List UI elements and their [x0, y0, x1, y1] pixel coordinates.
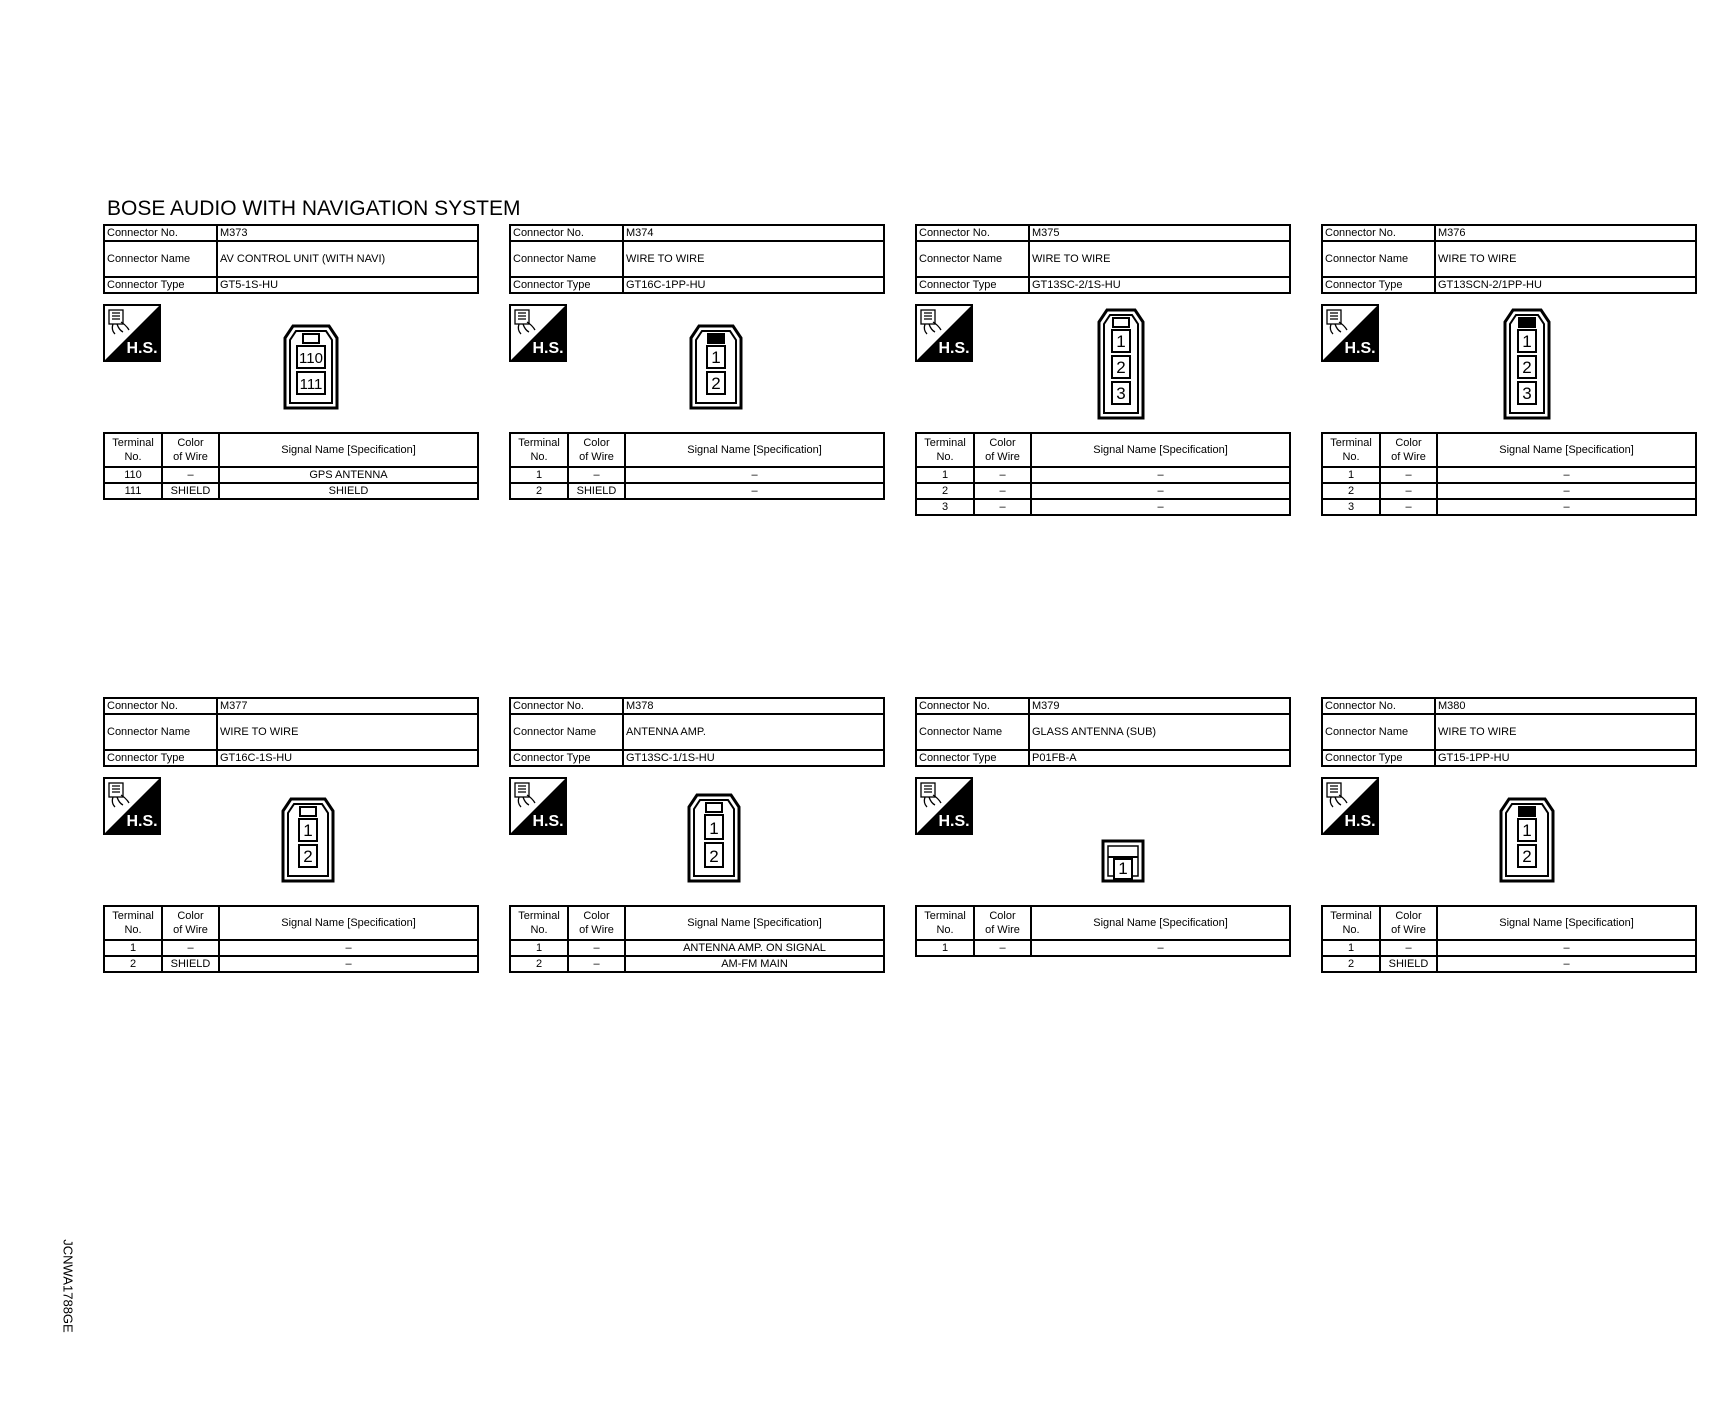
terminal-no-cell: 110: [104, 467, 162, 483]
pin-number: 2: [1522, 847, 1532, 866]
wire-color-cell: –: [974, 940, 1031, 956]
table-row: [1322, 956, 1696, 972]
connector-picture: [1321, 294, 1697, 432]
connector-name-label: Connector Name: [1322, 714, 1435, 750]
signal-name-header: Signal Name [Specification]: [1437, 433, 1696, 467]
connector-no-value: M380: [1435, 698, 1696, 714]
connector-block-m377: [103, 697, 479, 973]
wire-color-header: Color of Wire: [568, 433, 625, 467]
connector-no-label: Connector No.: [1322, 225, 1435, 241]
terminal-no-cell: 1: [510, 940, 568, 956]
pin-number: 3: [1522, 384, 1532, 403]
signal-name-cell: GPS ANTENNA: [219, 467, 478, 483]
connector-no-value: M373: [217, 225, 478, 241]
connector-type-label: Connector Type: [104, 750, 217, 766]
table-row: [510, 956, 884, 972]
connector-type-value: P01FB-A: [1029, 750, 1290, 766]
table-row: [104, 483, 478, 499]
connector-type-value: GT13SC-1/1S-HU: [623, 750, 884, 766]
table-row: [916, 940, 1290, 956]
connector-block-m380: [1321, 697, 1697, 973]
table-row: [1322, 467, 1696, 483]
connector-type-label: Connector Type: [510, 277, 623, 293]
terminal-no-header: Terminal No.: [510, 433, 568, 467]
connector-type-label: Connector Type: [916, 750, 1029, 766]
hs-label: H.S.: [532, 813, 564, 830]
connector-type-label: Connector Type: [916, 277, 1029, 293]
pin-number: 2: [1522, 358, 1532, 377]
table-row: [916, 483, 1290, 499]
signal-name-header: Signal Name [Specification]: [219, 433, 478, 467]
terminal-no-cell: 2: [1322, 483, 1380, 499]
connector-header-table: [915, 224, 1291, 294]
hs-label: H.S.: [938, 340, 970, 357]
signal-name-header: Signal Name [Specification]: [625, 906, 884, 940]
hs-label: H.S.: [938, 813, 970, 830]
terminal-table: [1321, 432, 1697, 516]
connector-name-value: AV CONTROL UNIT (WITH NAVI): [217, 241, 478, 277]
wire-color-header: Color of Wire: [1380, 906, 1437, 940]
table-row: [104, 467, 478, 483]
terminal-table: [509, 905, 885, 973]
connector-type-label: Connector Type: [1322, 750, 1435, 766]
connector-block-m378: [509, 697, 885, 973]
terminal-no-cell: 1: [916, 940, 974, 956]
wire-color-cell: SHIELD: [162, 483, 219, 499]
connector-name-value: WIRE TO WIRE: [217, 714, 478, 750]
terminal-no-header: Terminal No.: [916, 433, 974, 467]
connector-face-icon: [687, 793, 741, 883]
hs-label: H.S.: [126, 340, 158, 357]
harness-side-icon: [103, 304, 161, 362]
page-title: BOSE AUDIO WITH NAVIGATION SYSTEM: [107, 197, 521, 220]
connector-header-table: [1321, 697, 1697, 767]
connector-name-label: Connector Name: [104, 241, 217, 277]
terminal-no-cell: 2: [1322, 956, 1380, 972]
pin-number: 1: [709, 819, 719, 838]
table-row: [916, 499, 1290, 515]
terminal-table: [103, 432, 479, 500]
connector-name-label: Connector Name: [916, 241, 1029, 277]
connector-type-value: GT16C-1S-HU: [217, 750, 478, 766]
signal-name-cell: –: [1031, 483, 1290, 499]
connector-header-table: [509, 697, 885, 767]
terminal-no-cell: 2: [916, 483, 974, 499]
pin-number: 1: [1522, 821, 1532, 840]
connector-face-icon: [1499, 797, 1555, 883]
connector-name-label: Connector Name: [916, 714, 1029, 750]
connector-face-icon: [1097, 308, 1145, 420]
wire-color-header: Color of Wire: [974, 906, 1031, 940]
table-row: [1322, 499, 1696, 515]
signal-name-cell: –: [219, 940, 478, 956]
table-row: [104, 940, 478, 956]
terminal-no-cell: 1: [1322, 467, 1380, 483]
table-row: [510, 467, 884, 483]
connector-face-icon: [283, 324, 339, 410]
connector-no-label: Connector No.: [104, 225, 217, 241]
connector-type-label: Connector Type: [510, 750, 623, 766]
connector-name-label: Connector Name: [510, 241, 623, 277]
terminal-table: [509, 432, 885, 500]
harness-side-icon: [509, 304, 567, 362]
signal-name-cell: –: [1437, 467, 1696, 483]
wire-color-cell: –: [568, 956, 625, 972]
terminal-table: [915, 432, 1291, 516]
connector-type-label: Connector Type: [1322, 277, 1435, 293]
signal-name-cell: –: [1437, 956, 1696, 972]
wire-color-cell: –: [974, 483, 1031, 499]
connector-name-value: WIRE TO WIRE: [1435, 714, 1696, 750]
terminal-no-cell: 1: [916, 467, 974, 483]
wire-color-cell: –: [1380, 499, 1437, 515]
connector-name-label: Connector Name: [1322, 241, 1435, 277]
terminal-table: [1321, 905, 1697, 973]
pin-number: 2: [709, 847, 719, 866]
harness-side-icon: [915, 304, 973, 362]
terminal-table: [103, 905, 479, 973]
connector-no-value: M376: [1435, 225, 1696, 241]
connector-block-m376: [1321, 224, 1697, 516]
terminal-no-cell: 1: [510, 467, 568, 483]
connector-type-value: GT13SC-2/1S-HU: [1029, 277, 1290, 293]
wire-color-header: Color of Wire: [1380, 433, 1437, 467]
terminal-no-cell: 3: [916, 499, 974, 515]
table-row: [510, 940, 884, 956]
connector-no-value: M374: [623, 225, 884, 241]
wire-color-header: Color of Wire: [974, 433, 1031, 467]
connector-name-value: WIRE TO WIRE: [623, 241, 884, 277]
pin-number: 1: [1118, 859, 1128, 878]
harness-side-icon: [915, 777, 973, 835]
harness-side-icon: [103, 777, 161, 835]
connector-header-table: [103, 224, 479, 294]
terminal-no-cell: 3: [1322, 499, 1380, 515]
connector-no-value: M378: [623, 698, 884, 714]
connector-name-value: WIRE TO WIRE: [1435, 241, 1696, 277]
wire-color-cell: –: [974, 467, 1031, 483]
pin-number: 1: [1522, 332, 1532, 351]
connector-picture: [1321, 767, 1697, 905]
connector-picture: [103, 767, 479, 905]
connector-name-value: GLASS ANTENNA (SUB): [1029, 714, 1290, 750]
connector-face-icon: [689, 324, 743, 410]
wire-color-cell: –: [568, 940, 625, 956]
signal-name-cell: –: [625, 483, 884, 499]
pin-number: 2: [711, 374, 721, 393]
signal-name-cell: ANTENNA AMP. ON SIGNAL: [625, 940, 884, 956]
harness-side-icon: [1321, 777, 1379, 835]
connector-face-icon: [1101, 839, 1145, 883]
signal-name-header: Signal Name [Specification]: [1031, 906, 1290, 940]
signal-name-cell: –: [1031, 499, 1290, 515]
pin-number: 1: [1116, 332, 1126, 351]
signal-name-header: Signal Name [Specification]: [1031, 433, 1290, 467]
wire-color-cell: –: [1380, 467, 1437, 483]
connector-type-label: Connector Type: [104, 277, 217, 293]
connector-header-table: [509, 224, 885, 294]
connector-no-value: M379: [1029, 698, 1290, 714]
wire-color-cell: SHIELD: [162, 956, 219, 972]
connector-block-m373: [103, 224, 479, 500]
signal-name-cell: –: [1031, 467, 1290, 483]
pin-number: 3: [1116, 384, 1126, 403]
connector-no-value: M375: [1029, 225, 1290, 241]
connector-name-label: Connector Name: [104, 714, 217, 750]
hs-label: H.S.: [126, 813, 158, 830]
table-row: [510, 483, 884, 499]
connector-picture: [509, 294, 885, 432]
terminal-no-cell: 2: [510, 483, 568, 499]
wire-color-header: Color of Wire: [162, 906, 219, 940]
connector-type-value: GT13SCN-2/1PP-HU: [1435, 277, 1696, 293]
connector-picture: [915, 767, 1291, 905]
connector-picture: [915, 294, 1291, 432]
pin-number: 110: [299, 350, 323, 367]
signal-name-cell: –: [1031, 940, 1290, 956]
signal-name-header: Signal Name [Specification]: [1437, 906, 1696, 940]
signal-name-cell: –: [219, 956, 478, 972]
connector-header-table: [915, 697, 1291, 767]
terminal-no-cell: 2: [104, 956, 162, 972]
wire-color-cell: SHIELD: [568, 483, 625, 499]
wire-color-cell: –: [1380, 940, 1437, 956]
wire-color-header: Color of Wire: [162, 433, 219, 467]
pin-number: 2: [1116, 358, 1126, 377]
pin-number: 2: [303, 847, 313, 866]
terminal-no-header: Terminal No.: [1322, 433, 1380, 467]
connector-block-m375: [915, 224, 1291, 516]
table-row: [104, 956, 478, 972]
table-row: [916, 467, 1290, 483]
signal-name-cell: AM-FM MAIN: [625, 956, 884, 972]
harness-side-icon: [509, 777, 567, 835]
connector-block-m379: [915, 697, 1291, 957]
connector-header-table: [103, 697, 479, 767]
connector-header-table: [1321, 224, 1697, 294]
terminal-no-cell: 1: [1322, 940, 1380, 956]
terminal-no-header: Terminal No.: [104, 433, 162, 467]
terminal-no-cell: 1: [104, 940, 162, 956]
hs-label: H.S.: [1344, 813, 1376, 830]
pin-number: 1: [711, 348, 721, 367]
table-row: [1322, 940, 1696, 956]
terminal-table: [915, 905, 1291, 957]
signal-name-cell: –: [625, 467, 884, 483]
pin-number: 111: [299, 376, 323, 393]
hs-label: H.S.: [532, 340, 564, 357]
wire-color-cell: –: [162, 940, 219, 956]
signal-name-cell: –: [1437, 499, 1696, 515]
terminal-no-header: Terminal No.: [510, 906, 568, 940]
connector-no-label: Connector No.: [916, 225, 1029, 241]
signal-name-header: Signal Name [Specification]: [219, 906, 478, 940]
signal-name-cell: –: [1437, 940, 1696, 956]
harness-side-icon: [1321, 304, 1379, 362]
signal-name-cell: SHIELD: [219, 483, 478, 499]
terminal-no-header: Terminal No.: [916, 906, 974, 940]
wire-color-cell: SHIELD: [1380, 956, 1437, 972]
connector-face-icon: [281, 797, 335, 883]
wire-color-cell: –: [162, 467, 219, 483]
terminal-no-cell: 111: [104, 483, 162, 499]
connector-no-label: Connector No.: [510, 698, 623, 714]
terminal-no-header: Terminal No.: [104, 906, 162, 940]
wire-color-cell: –: [1380, 483, 1437, 499]
terminal-no-cell: 2: [510, 956, 568, 972]
pin-number: 1: [303, 821, 313, 840]
terminal-no-header: Terminal No.: [1322, 906, 1380, 940]
connector-picture: [103, 294, 479, 432]
connector-name-label: Connector Name: [510, 714, 623, 750]
connector-picture: [509, 767, 885, 905]
table-row: [1322, 483, 1696, 499]
connector-no-label: Connector No.: [916, 698, 1029, 714]
connector-no-label: Connector No.: [1322, 698, 1435, 714]
connector-face-icon: [1503, 308, 1551, 420]
signal-name-header: Signal Name [Specification]: [625, 433, 884, 467]
wire-color-header: Color of Wire: [568, 906, 625, 940]
connector-no-value: M377: [217, 698, 478, 714]
connector-no-label: Connector No.: [104, 698, 217, 714]
connector-block-m374: [509, 224, 885, 500]
signal-name-cell: –: [1437, 483, 1696, 499]
wire-color-cell: –: [974, 499, 1031, 515]
hs-label: H.S.: [1344, 340, 1376, 357]
connector-name-value: ANTENNA AMP.: [623, 714, 884, 750]
connector-type-value: GT5-1S-HU: [217, 277, 478, 293]
connector-no-label: Connector No.: [510, 225, 623, 241]
connector-name-value: WIRE TO WIRE: [1029, 241, 1290, 277]
connector-type-value: GT15-1PP-HU: [1435, 750, 1696, 766]
wire-color-cell: –: [568, 467, 625, 483]
figure-id: JCNWA1788GE: [60, 1239, 76, 1333]
connector-type-value: GT16C-1PP-HU: [623, 277, 884, 293]
